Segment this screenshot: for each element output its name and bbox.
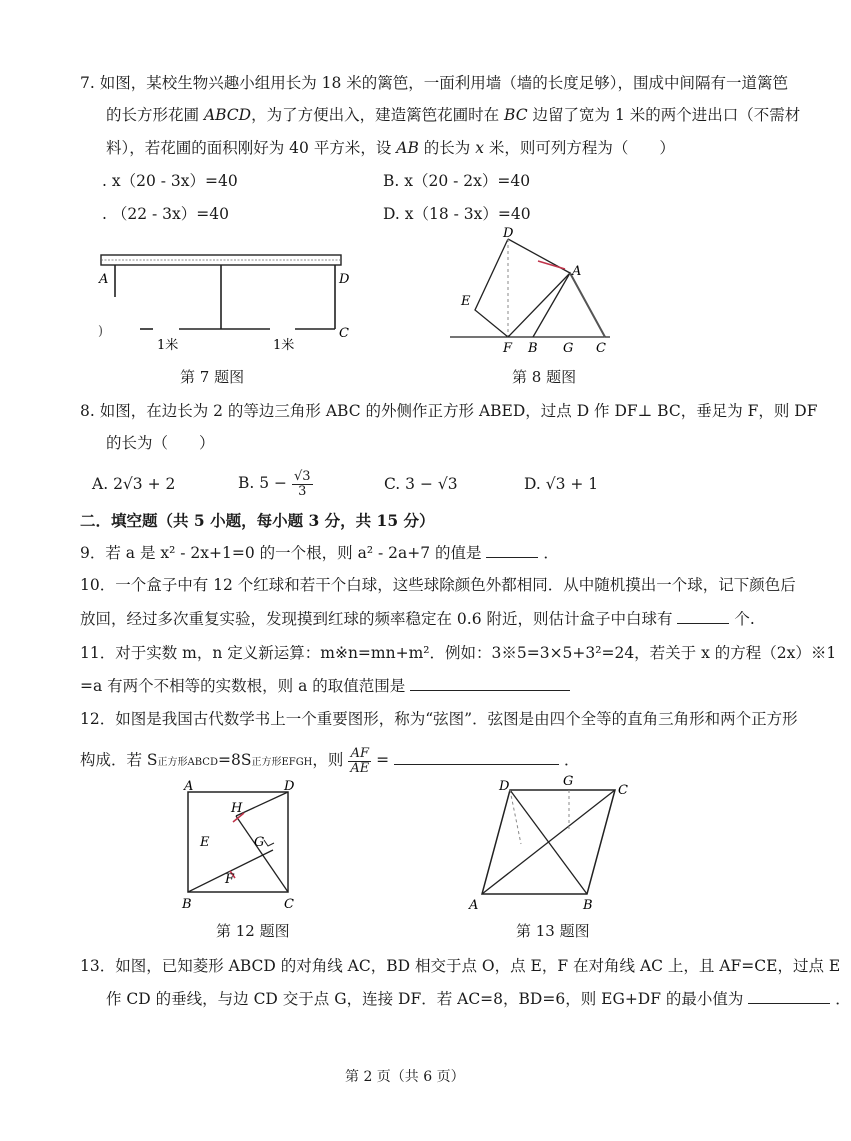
q10-text: 放回，经过多次重复实验，发现摸到红球的频率稳定在 0.6 附近，则估计盒子中白球有 (80, 610, 673, 628)
fig8-label-c: C (596, 341, 606, 356)
fig13-diagonal-ac (482, 790, 615, 894)
q12-subscript-abcd: 正方形ABCD (157, 757, 218, 768)
q7-line3-x: x (475, 139, 484, 157)
q7-line2-text-a: 的长方形花圃 (106, 106, 204, 124)
q12-text-end: ． (564, 751, 580, 769)
q9-line (80, 543, 559, 563)
fig7-label-1m-left: 1米 (157, 338, 179, 353)
q11-answer-blank[interactable] (410, 676, 570, 691)
fig8-side-ac (570, 273, 605, 337)
q8-option-b-denominator: 3 (298, 483, 307, 499)
q8-line1: 8. 如图，在边长为 2 的等边三角形 ABC 的外侧作正方形 ABED，过点 D 作 DF⊥ BC，垂足为 F，则 DF (80, 402, 818, 420)
q7-line3-ab: AB (396, 139, 419, 157)
q7-line1: 7. 如图，某校生物兴趣小组用长为 18 米的篱笆，一面利用墙（墙的长度足够），围成中间隔有一道篱笆 (80, 74, 789, 92)
q7-line2-bc: BC (504, 106, 528, 124)
fig12-label-c: C (284, 897, 294, 912)
q8-option-a-label: A. (92, 475, 114, 493)
q9-text: 9．若 a 是 x² - 2x+1=0 的一个根，则 a² - 2a+7 的值是 (80, 544, 482, 562)
q7-line3 (106, 138, 675, 158)
fig7-label-c: C (339, 326, 349, 341)
q11-line2 (80, 676, 570, 696)
q7-option-b: B. x（20 - 2x）=40 (383, 172, 531, 190)
fig12-line-dh (236, 792, 288, 816)
fig7-label-d: D (339, 272, 350, 287)
fig12-label-f: F (225, 872, 235, 887)
q9-text-end: ． (543, 544, 559, 562)
q13-line2 (106, 989, 851, 1009)
q8-option-b-fraction (292, 470, 313, 499)
fig13-label-b: B (583, 898, 593, 913)
fig7-label-a: A (99, 272, 109, 287)
fig13-label-a: A (469, 898, 479, 913)
q12-line1: 12．如图是我国古代数学书上一个重要图形，称为“弦图”．弦图是由四个全等的直角三角形和两个正方形 (80, 710, 798, 728)
q7-line3-text-b: 的长为 (418, 139, 476, 157)
q9-answer-blank[interactable] (486, 543, 538, 558)
q7-option-a: . x（20 - 3x）=40 (102, 172, 238, 190)
figure-7-caption: 第 7 题图 (180, 368, 245, 386)
q12-fraction-denominator: AE (350, 760, 370, 776)
figure-8-caption: 第 8 题图 (512, 368, 577, 386)
q12-text-a: 构成．若 S (80, 751, 158, 769)
q13-text: 作 CD 的垂线，与边 CD 交于点 G，连接 DF．若 AC=8，BD=6，则 EG+DF 的最小值为 (106, 990, 744, 1008)
figure-12-diagram (178, 778, 313, 913)
q13-text-end: ． (835, 990, 851, 1008)
fig8-label-e: E (461, 294, 471, 309)
fig12-label-h: H (231, 801, 243, 816)
q12-subscript-efgh: 正方形EFGH (251, 757, 313, 768)
q12-answer-blank[interactable] (394, 750, 559, 765)
q8-option-a-value: 2√3 + 2 (113, 475, 176, 493)
q7-line2-abcd: ABCD (203, 106, 252, 124)
q11-line1: 11．对于实数 m，n 定义新运算：m※n=mn+m²．例如：3※5=3×5+3²=24，若关于 x 的方程（2x）※1 (80, 644, 837, 662)
q8-option-d: D. √3 + 1 (524, 475, 599, 493)
fig7-mark: ) (98, 324, 104, 339)
fig8-label-d: D (503, 226, 514, 241)
fig12-right-angle (264, 840, 274, 846)
section-2-title: 二．填空题（共 5 小题，每小题 3 分，共 15 分） (80, 511, 435, 530)
q7-line3-text-c: 米，则可列方程为（ ） (483, 139, 675, 157)
q8-option-b-label: B. 5 − (238, 474, 288, 492)
fig8-label-g: G (563, 341, 574, 356)
fig13-label-c: C (618, 783, 628, 798)
fig8-label-a: A (572, 264, 582, 279)
q12-fraction-numerator: AF (348, 747, 371, 762)
q7-line2-text-c: 边留了宽为 1 米的两个进出口（不需材 (527, 106, 801, 124)
fig8-label-b: B (528, 341, 538, 356)
q7-option-c: . （22 - 3x）=40 (102, 205, 229, 223)
q13-line1: 13．如图，已知菱形 ABCD 的对角线 AC，BD 相交于点 O，点 E，F 在对角线 AC 上，且 AF=CE，过点 E (80, 957, 841, 975)
fig13-label-g: G (563, 774, 574, 789)
figure-13-diagram (465, 772, 640, 912)
figure-13-caption: 第 13 题图 (516, 922, 590, 940)
q12-text-c: ，则 (312, 751, 344, 769)
q8-option-b-numerator: √3 (293, 468, 311, 484)
figure-12-caption: 第 12 题图 (216, 922, 290, 940)
fig12-label-g: G (254, 835, 265, 850)
q10-line1: 10．一个盒子中有 12 个红球和若干个白球，这些球除颜色外都相同．从中随机摸出一个球，记下颜色后 (80, 576, 796, 594)
fig12-label-e: E (200, 835, 210, 850)
q8-option-c: C. 3 − √3 (384, 475, 458, 493)
fig8-triangle (533, 273, 605, 337)
q10-line2 (80, 609, 755, 629)
fig12-label-b: B (182, 897, 192, 912)
q7-option-d: D. x（18 - 3x）=40 (383, 205, 531, 223)
fig13-label-d: D (499, 779, 510, 794)
figure-7-diagram (95, 245, 360, 355)
q8-option-b (238, 468, 313, 499)
q13-answer-blank[interactable] (748, 989, 830, 1004)
fig8-square-left (475, 239, 508, 337)
q10-answer-blank[interactable] (677, 609, 729, 624)
q12-text-b: =8S (217, 751, 252, 769)
q11-text: =a 有两个不相等的实数根，则 a 的取值范围是 (80, 677, 406, 695)
q12-fraction (348, 747, 371, 776)
q7-line2-text-b: ，为了方便出入，建造篱笆花圃时在 (251, 106, 505, 124)
fig12-line-hc (236, 816, 288, 892)
fig8-label-f: F (503, 341, 513, 356)
q7-line2 (106, 105, 800, 125)
figure-8-diagram (445, 225, 620, 360)
q7-line3-text-a: 料），若花圃的面积刚好为 40 平方米，设 (106, 139, 397, 157)
fig12-label-a: A (184, 779, 194, 794)
q8-option-a (92, 474, 175, 494)
fig7-label-1m-right: 1米 (273, 338, 295, 353)
page-footer: 第 2 页（共 6 页） (345, 1069, 465, 1085)
q8-line2: 的长为（ ） (106, 434, 215, 452)
q10-text-end: 个. (734, 610, 755, 628)
q12-equals: = (371, 751, 395, 769)
fig12-label-d: D (284, 779, 295, 794)
